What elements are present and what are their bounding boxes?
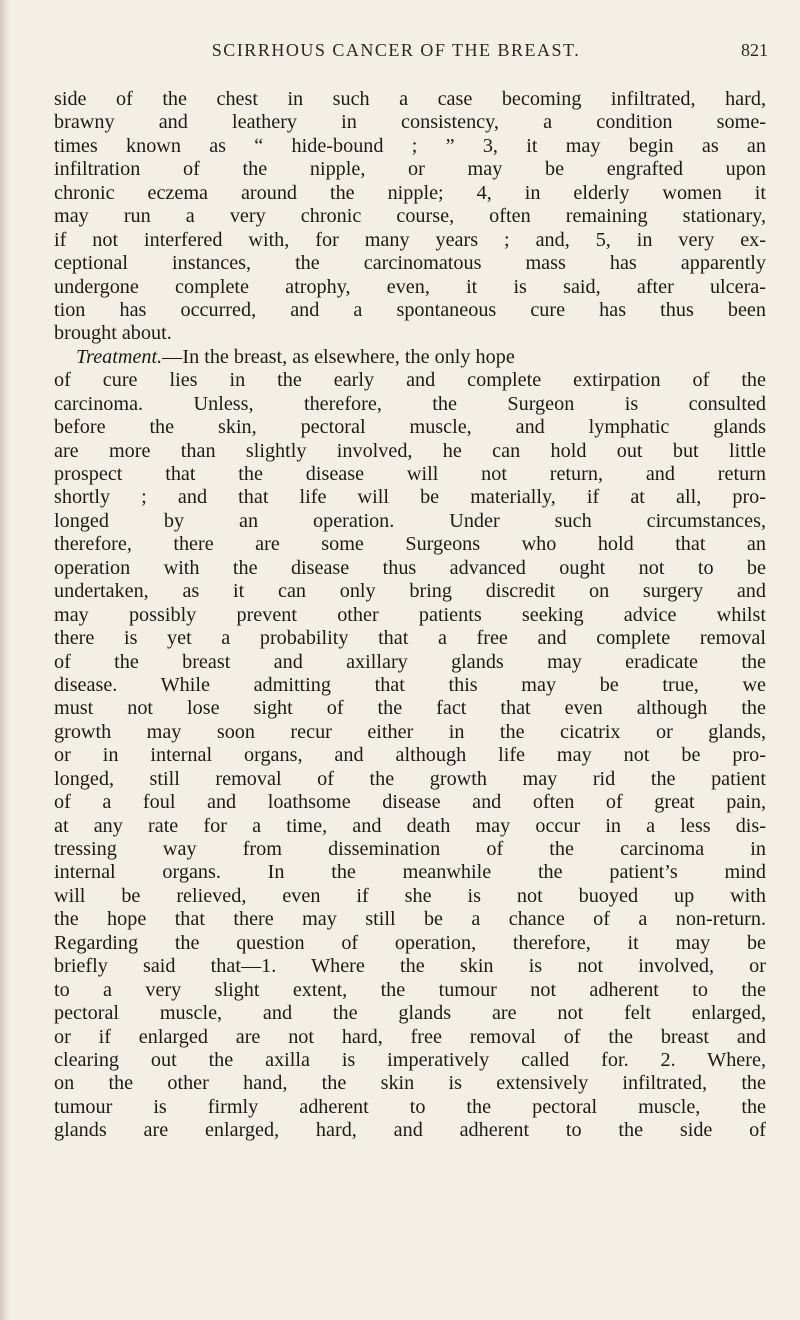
text-line: will be relieved, even if she is not buoyed up with <box>54 884 766 907</box>
text-line: briefly said that—1. Where the skin is not involved, or <box>54 955 766 978</box>
text-line: times known as “ hide-bound ; ” 3, it may begin as an <box>54 134 766 157</box>
text-line: brawny and leathery in consistency, a condition some- <box>54 111 766 134</box>
page-header <box>60 40 780 70</box>
text-line: undergone complete atrophy, even, it is said, after ulcera- <box>54 275 766 298</box>
text-line: —In the breast, as elsewhere, the only hope <box>162 345 515 368</box>
text-line: operation with the disease thus advanced ought not to be <box>54 556 766 579</box>
text-line: prospect that the disease will not return, and return <box>54 463 766 485</box>
text-line: Regarding the question of operation, therefore, it may be <box>54 931 766 954</box>
treatment-first-line <box>54 346 766 369</box>
text-line: shortly ; and that life will be materially, if at all, pro- <box>54 486 766 509</box>
text-line: disease. While admitting that this may be true, we <box>54 673 766 696</box>
text-line: infiltration of the nipple, or may be engrafted upon <box>54 158 766 181</box>
text-line: before the skin, pectoral muscle, and lymphatic glands <box>54 416 766 439</box>
text-line: of a foul and loathsome disease and often of great pain, <box>54 791 766 814</box>
text-line: chronic eczema around the nipple; 4, in elderly women it <box>54 181 766 204</box>
treatment-heading: Treatment. <box>76 345 163 368</box>
text-line: carcinoma. Unless, therefore, the Surgeon is consulted <box>54 392 766 415</box>
page-number: 821 <box>741 40 768 60</box>
text-line: side of the chest in such a case becoming infiltrated, hard, <box>54 88 766 110</box>
text-line: longed by an operation. Under such circumstances, <box>54 509 766 532</box>
text-line: to a very slight extent, the tumour not adherent to the <box>54 978 766 1001</box>
text-line: at any rate for a time, and death may occur in a less dis- <box>54 814 766 837</box>
text-line: may possibly prevent other patients seeking advice whilst <box>54 603 766 626</box>
text-line: therefore, there are some Surgeons who hold that an <box>54 533 766 556</box>
text-line: longed, still removal of the growth may rid the patient <box>54 767 766 790</box>
text-line: must not lose sight of the fact that even although the <box>54 697 766 720</box>
text-line: may run a very chronic course, often remaining stationary, <box>54 205 766 228</box>
text-line: or in internal organs, and although life may not be pro- <box>54 744 766 767</box>
text-line: tressing way from dissemination of the carcinoma in <box>54 838 766 860</box>
text-line: internal organs. In the meanwhile the patient’s mind <box>54 861 766 884</box>
text-line: glands are enlarged, hard, and adherent to the side of <box>54 1119 766 1142</box>
text-line: brought about. <box>54 322 172 345</box>
paragraph-continued <box>54 88 766 346</box>
text-line: tumour is firmly adherent to the pectoral muscle, the <box>54 1095 766 1118</box>
text-line: undertaken, as it can only bring discredit on surgery and <box>54 580 766 603</box>
text-line: or if enlarged are not hard, free removal of the breast and <box>54 1025 766 1048</box>
running-title: SCIRRHOUS CANCER OF THE BREAST. <box>211 40 581 60</box>
text-line: the hope that there may still be a chance of a non-return. <box>54 908 766 931</box>
treatment-paragraph <box>54 346 766 1143</box>
text-line: tion has occurred, and a spontaneous cure has thus been <box>54 298 766 321</box>
text-line: ceptional instances, the carcinomatous mass has apparently <box>54 252 766 275</box>
text-line: are more than slightly involved, he can hold out but little <box>54 439 766 462</box>
text-line: if not interfered with, for many years ; and, 5, in very ex- <box>54 228 766 251</box>
text-line: pectoral muscle, and the glands are not felt enlarged, <box>54 1002 766 1025</box>
text-line: clearing out the axilla is imperatively called for. 2. Where, <box>54 1048 766 1071</box>
page-binding-edge <box>0 0 10 1320</box>
text-line: of the breast and axillary glands may eradicate the <box>54 650 766 673</box>
page-body <box>54 88 766 1143</box>
text-line: on the other hand, the skin is extensively infiltrated, the <box>54 1072 766 1095</box>
text-line: there is yet a probability that a free and complete removal <box>54 627 766 650</box>
text-line: of cure lies in the early and complete extirpation of the <box>54 369 766 392</box>
text-line: growth may soon recur either in the cicatrix or glands, <box>54 720 766 743</box>
